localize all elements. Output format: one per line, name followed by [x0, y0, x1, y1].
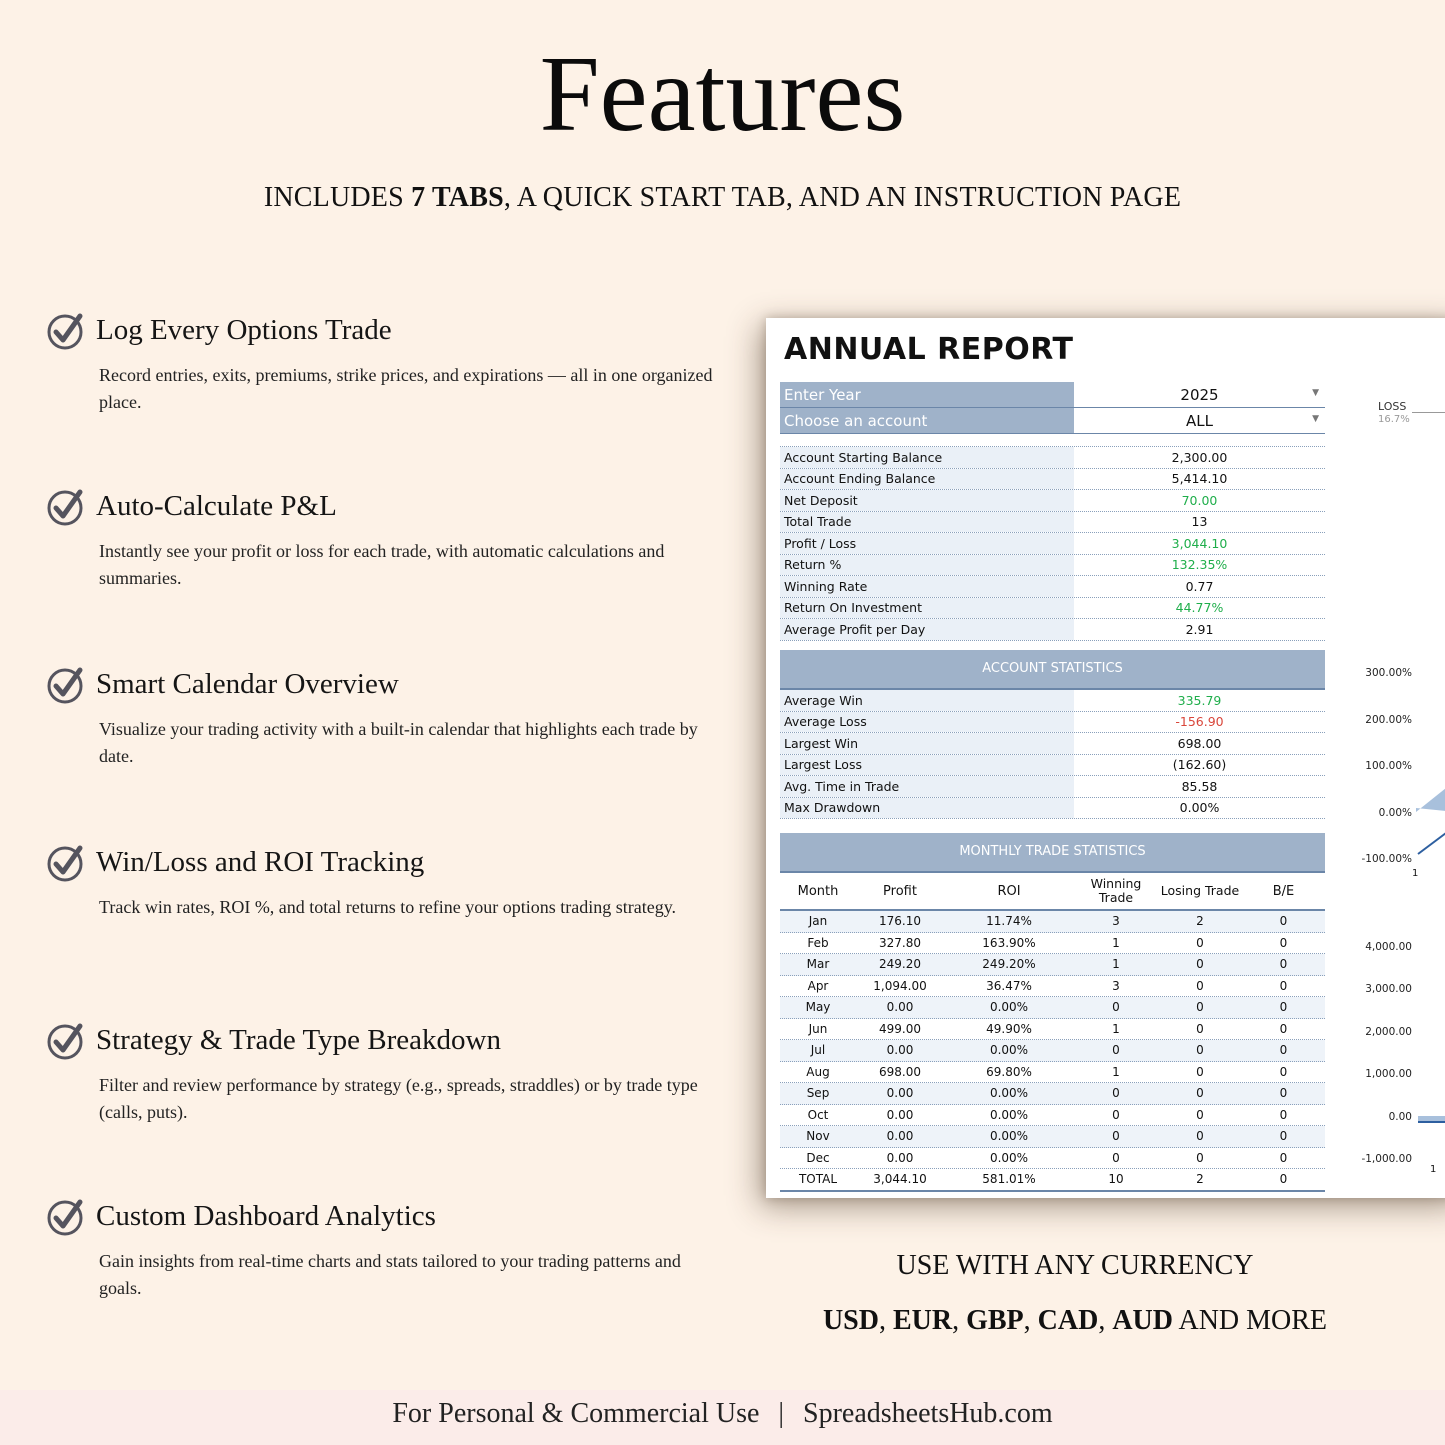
feature-description: Gain insights from real-time charts and stats tailored to your trading patterns and goals.: [99, 1251, 681, 1298]
stat-value: 85.58: [1181, 778, 1218, 794]
stat-value: 3,044.10: [1171, 535, 1228, 551]
dropdown-caret-icon: ▼: [1312, 413, 1319, 424]
annual-report-screenshot: [766, 318, 1445, 1198]
feature-title: Win/Loss and ROI Tracking: [96, 845, 425, 878]
stat-row: [780, 533, 1325, 555]
stat-row: [780, 469, 1325, 491]
feature-item: [46, 1196, 726, 1302]
table-cell: TOTAL: [798, 1172, 838, 1187]
table-cell: 499.00: [879, 1021, 921, 1036]
table-cell: 0: [1279, 914, 1288, 929]
table-cell: 49.90%: [986, 1021, 1032, 1036]
feature-item: [46, 664, 726, 770]
stat-label: Winning Rate: [780, 576, 1074, 597]
table-cell: 0: [1112, 1086, 1120, 1101]
stat-row: [780, 619, 1325, 641]
table-cell: 249.20: [879, 957, 921, 972]
currency-heading: USE WITH ANY CURRENCY: [896, 1250, 1254, 1281]
currency-codes: USD, EUR, GBP, CAD, AUD AND MORE: [822, 1305, 1328, 1336]
summary-table: [780, 446, 1325, 641]
stat-row: [780, 447, 1325, 469]
total-row: [780, 1169, 1325, 1192]
table-cell: 0: [1279, 1064, 1288, 1079]
feature-title: Smart Calendar Overview: [96, 667, 399, 700]
table-cell: 1: [1112, 1064, 1120, 1079]
table-row: [780, 997, 1325, 1019]
table-cell: Jul: [810, 1043, 826, 1058]
column-header: B/E: [1272, 883, 1295, 899]
stat-value: 132.35%: [1171, 557, 1228, 573]
stat-value: 0.77: [1185, 578, 1214, 594]
report-title: ANNUAL REPORT: [784, 332, 1074, 367]
currency-suffix: AND MORE: [1178, 1305, 1328, 1336]
table-cell: 0: [1196, 957, 1204, 972]
stat-label: Return %: [780, 555, 1074, 576]
table-cell: 0.00%: [989, 1150, 1029, 1165]
stat-label: Average Profit per Day: [780, 619, 1074, 640]
table-cell: 0: [1279, 1107, 1288, 1122]
table-row: [780, 1083, 1325, 1105]
stat-row: [780, 733, 1325, 755]
currency-code: CAD: [1037, 1305, 1099, 1336]
stat-row: [780, 598, 1325, 620]
roi-line-chart: [1416, 668, 1445, 868]
stat-label: Average Win: [780, 690, 1074, 711]
stat-label: Total Trade: [780, 512, 1074, 533]
table-cell: 0: [1196, 1129, 1204, 1144]
table-cell: 0: [1279, 957, 1288, 972]
account-statistics: [780, 650, 1325, 819]
table-cell: 69.80%: [986, 1064, 1032, 1079]
stat-row: [780, 798, 1325, 820]
feature-item: [46, 1020, 726, 1126]
table-cell: 0.00%: [989, 1107, 1029, 1122]
table-row: [780, 1148, 1325, 1170]
stat-value: 0.00%: [1179, 800, 1220, 816]
table-cell: 327.80: [879, 935, 921, 950]
stat-label: Profit / Loss: [780, 533, 1074, 554]
table-cell: 36.47%: [986, 978, 1032, 993]
footer-separator: |: [778, 1398, 785, 1429]
table-cell: Sep: [806, 1086, 830, 1101]
table-cell: Jun: [808, 1021, 828, 1036]
profit-axis-tick: -1,000.00: [1361, 1153, 1412, 1165]
subtitle-suffix: , A QUICK START TAB, AND AN INSTRUCTION PAGE: [503, 182, 1182, 213]
column-header: Winning Trade: [1090, 876, 1142, 905]
stat-value: 2.91: [1185, 621, 1214, 637]
feature-description: Instantly see your profit or loss for each trade, with automatic calculations and summaries.: [99, 541, 665, 588]
year-dropdown[interactable]: 2025 ▼: [1180, 385, 1319, 404]
table-cell: 0: [1196, 935, 1204, 950]
column-header: ROI: [997, 883, 1021, 899]
stat-label: Account Ending Balance: [780, 469, 1074, 490]
feature-header: [46, 1196, 726, 1236]
feature-title: Strategy & Trade Type Breakdown: [96, 1023, 501, 1056]
table-cell: 581.01%: [982, 1172, 1036, 1187]
stat-label: Net Deposit: [780, 490, 1074, 511]
table-cell: 0: [1112, 1129, 1120, 1144]
year-selector-row[interactable]: [780, 382, 1325, 408]
table-cell: 0.00%: [989, 1129, 1029, 1144]
stat-label: Max Drawdown: [780, 798, 1074, 819]
table-cell: 0: [1279, 935, 1288, 950]
table-cell: 10: [1108, 1172, 1124, 1187]
stat-row: [780, 490, 1325, 512]
roi-axis-tick: 200.00%: [1365, 713, 1412, 726]
table-row: [780, 976, 1325, 998]
feature-item: [46, 842, 726, 921]
stat-value: 5,414.10: [1171, 471, 1228, 487]
table-cell: Oct: [807, 1107, 829, 1122]
table-cell: 0: [1279, 1129, 1288, 1144]
table-row: [780, 1126, 1325, 1148]
profit-axis-tick: 0.00: [1388, 1110, 1412, 1123]
currency-code: USD: [822, 1305, 879, 1336]
monthly-statistics: [780, 833, 1325, 1192]
table-cell: 3: [1112, 914, 1120, 929]
table-cell: 0: [1279, 1086, 1288, 1101]
stat-value: 13: [1191, 514, 1208, 530]
table-cell: 0.00: [886, 1150, 914, 1165]
roi-axis-tick: 300.00%: [1365, 667, 1412, 679]
stat-value: 335.79: [1177, 692, 1222, 708]
table-cell: Mar: [806, 957, 830, 972]
stat-label: Account Starting Balance: [780, 447, 1074, 468]
currency-code: GBP: [966, 1305, 1024, 1336]
table-cell: 0: [1196, 1021, 1204, 1036]
subtitle-prefix: INCLUDES: [263, 182, 412, 213]
table-cell: Dec: [806, 1150, 830, 1165]
table-cell: 249.20%: [982, 957, 1036, 972]
table-cell: 0: [1196, 1064, 1204, 1079]
loss-divider: [1412, 412, 1445, 413]
table-cell: 3,044.10: [873, 1172, 927, 1187]
feature-title: Auto-Calculate P&L: [96, 489, 337, 522]
loss-label: LOSS: [1378, 400, 1407, 413]
table-cell: 0: [1279, 1043, 1288, 1058]
table-cell: 0.00: [886, 1043, 914, 1058]
footer: [0, 1390, 1445, 1445]
stat-value: (162.60): [1172, 757, 1227, 773]
stat-row: [780, 755, 1325, 777]
table-cell: 0: [1279, 1021, 1288, 1036]
table-cell: 0.00: [886, 1107, 914, 1122]
table-cell: 0: [1112, 1000, 1120, 1015]
table-cell: Aug: [806, 1064, 830, 1079]
table-cell: 0: [1279, 1150, 1288, 1165]
footer-site[interactable]: SpreadsheetsHub.com: [803, 1398, 1053, 1429]
table-cell: 0: [1279, 1172, 1288, 1187]
stat-label: Avg. Time in Trade: [780, 776, 1074, 797]
stat-row: [780, 690, 1325, 712]
table-cell: 163.90%: [982, 935, 1036, 950]
table-cell: 2: [1196, 914, 1204, 929]
table-cell: Apr: [807, 978, 829, 993]
stat-value: 70.00: [1181, 492, 1218, 508]
table-cell: 1,094.00: [873, 978, 927, 993]
table-cell: 0: [1279, 1000, 1288, 1015]
stat-value: -156.90: [1175, 714, 1224, 730]
stat-row: [780, 555, 1325, 577]
roi-x-tick: 1: [1412, 868, 1419, 879]
roi-axis-tick: -100.00%: [1361, 853, 1412, 865]
stat-row: [780, 712, 1325, 734]
table-cell: 0: [1112, 1150, 1120, 1165]
table-row: [780, 933, 1325, 955]
roi-axis-tick: 100.00%: [1365, 760, 1412, 772]
table-cell: 0: [1196, 1107, 1204, 1122]
checkmark-icon: [46, 1020, 86, 1060]
feature-header: [46, 486, 726, 526]
report-selectors: [780, 382, 1325, 434]
table-cell: Nov: [806, 1129, 830, 1144]
table-cell: 0: [1196, 1086, 1204, 1101]
table-cell: 0: [1196, 1150, 1204, 1165]
stat-label: Return On Investment: [780, 598, 1074, 619]
table-cell: 0.00: [886, 1086, 914, 1101]
table-cell: 0: [1279, 978, 1288, 993]
year-label: Enter Year: [780, 382, 1074, 407]
table-row: [780, 911, 1325, 933]
feature-description: Track win rates, ROI %, and total returns to refine your options trading strategy.: [99, 897, 677, 917]
feature-description: Visualize your trading activity with a built-in calendar that highlights each trade by date.: [99, 719, 698, 766]
table-cell: 0.00%: [989, 1086, 1029, 1101]
table-cell: May: [805, 1000, 831, 1015]
stat-label: Largest Loss: [780, 755, 1074, 776]
table-cell: Jan: [808, 914, 828, 929]
feature-description: Filter and review performance by strategy (e.g., spreads, straddles) or by trade type (calls, puts).: [99, 1075, 698, 1122]
table-cell: 0: [1196, 978, 1204, 993]
feature-title: Custom Dashboard Analytics: [96, 1199, 436, 1232]
profit-axis-tick: 3,000.00: [1365, 983, 1412, 996]
page-subtitle: [0, 182, 1445, 214]
monthly-statistics-header: MONTHLY TRADE STATISTICS: [780, 833, 1325, 873]
footer-usage: For Personal & Commercial Use: [392, 1398, 760, 1429]
table-cell: 0.00%: [989, 1000, 1029, 1015]
table-row: [780, 954, 1325, 976]
stat-label: Largest Win: [780, 733, 1074, 754]
account-label: Choose an account: [780, 408, 1074, 433]
profit-x-tick: 1: [1430, 1164, 1437, 1175]
feature-description: Record entries, exits, premiums, strike prices, and expirations — all in one organized place.: [99, 365, 713, 412]
stat-label: Average Loss: [780, 712, 1074, 733]
feature-header: [46, 664, 726, 704]
table-cell: 11.74%: [986, 914, 1032, 929]
column-header: Month: [797, 883, 839, 899]
stat-row: [780, 512, 1325, 534]
profit-axis-tick: 4,000.00: [1365, 941, 1412, 953]
table-cell: Feb: [807, 935, 829, 950]
account-dropdown[interactable]: ALL ▼: [1186, 411, 1319, 430]
stat-value: 698.00: [1177, 735, 1222, 751]
monthly-column-headers: [780, 873, 1325, 911]
feature-title: Log Every Options Trade: [96, 313, 392, 346]
checkmark-icon: [46, 842, 86, 882]
table-cell: 0: [1112, 1107, 1120, 1122]
table-row: [780, 1062, 1325, 1084]
table-row: [780, 1105, 1325, 1127]
stat-value: 2,300.00: [1171, 449, 1228, 465]
table-row: [780, 1040, 1325, 1062]
account-statistics-header: ACCOUNT STATISTICS: [780, 650, 1325, 690]
table-cell: 0: [1196, 1043, 1204, 1058]
roi-line: [1418, 830, 1445, 854]
subtitle-tabs-count: 7 TABS: [411, 182, 504, 213]
feature-item: [46, 310, 726, 416]
feature-header: [46, 1020, 726, 1060]
checkmark-icon: [46, 664, 86, 704]
checkmark-icon: [46, 486, 86, 526]
checkmark-icon: [46, 1196, 86, 1236]
table-cell: 0.00: [886, 1129, 914, 1144]
table-cell: 1: [1112, 1021, 1120, 1036]
feature-header: [46, 310, 726, 350]
profit-axis-tick: 1,000.00: [1365, 1068, 1412, 1081]
loss-percent: 16.7%: [1378, 414, 1410, 425]
table-cell: 0.00%: [989, 1043, 1029, 1058]
dropdown-caret-icon: ▼: [1312, 387, 1319, 398]
table-cell: 698.00: [879, 1064, 921, 1079]
table-row: [780, 1019, 1325, 1041]
table-cell: 1: [1112, 957, 1120, 972]
table-cell: 1: [1112, 935, 1120, 950]
table-cell: 2: [1196, 1172, 1204, 1187]
feature-header: [46, 842, 726, 882]
account-selector-row[interactable]: [780, 408, 1325, 434]
checkmark-icon: [46, 310, 86, 350]
table-cell: 176.10: [879, 914, 921, 929]
currency-code: EUR: [892, 1305, 953, 1336]
page-title: Features: [539, 35, 906, 154]
table-cell: 0: [1112, 1043, 1120, 1058]
table-cell: 0: [1196, 1000, 1204, 1015]
feature-item: [46, 486, 726, 592]
profit-axis-tick: 2,000.00: [1365, 1025, 1412, 1038]
table-cell: 0.00: [886, 1000, 914, 1015]
currency-code: AUD: [1112, 1305, 1173, 1336]
column-header: Losing Trade: [1160, 883, 1240, 898]
stat-row: [780, 776, 1325, 798]
stat-row: [780, 576, 1325, 598]
stat-value: 44.77%: [1175, 600, 1224, 616]
column-header: Profit: [883, 883, 917, 899]
roi-axis-tick: 0.00%: [1378, 806, 1412, 819]
profit-bar-chart: [1416, 1108, 1445, 1128]
table-cell: 3: [1112, 978, 1120, 993]
